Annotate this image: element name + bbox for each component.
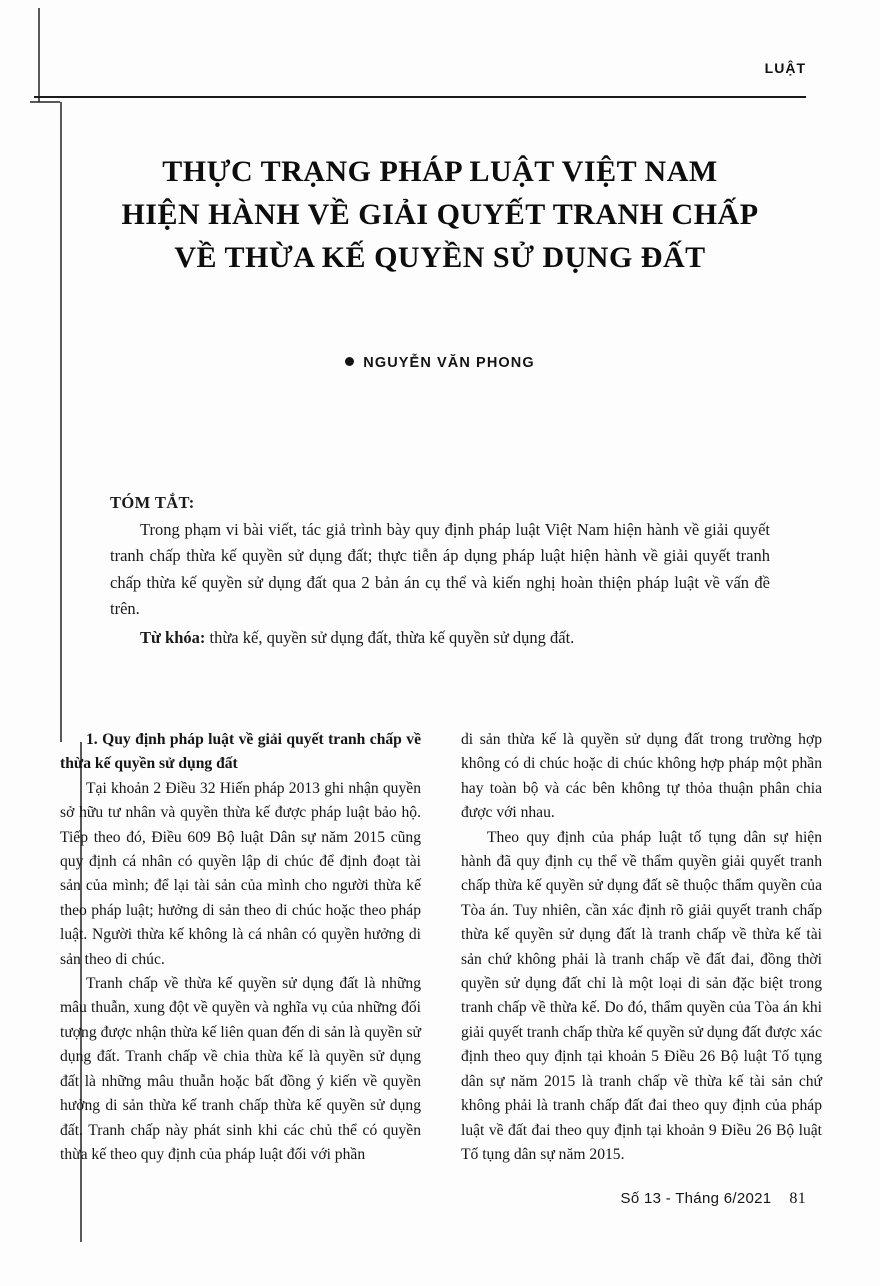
keywords-line (110, 625, 770, 652)
abstract-label: TÓM TẮT: (110, 493, 195, 512)
page-footer (621, 1190, 806, 1208)
title-line-1: THỰC TRẠNG PHÁP LUẬT VIỆT NAM (162, 155, 718, 188)
header-rule (34, 96, 806, 98)
author-name: NGUYỄN VĂN PHONG (363, 355, 535, 371)
bullet-icon (345, 357, 354, 366)
body-columns (60, 728, 822, 1167)
abstract-block (110, 490, 770, 651)
paragraph: Tranh chấp về thừa kế quyền sử dụng đất là những mâu thuẫn, xung đột về quyền và nghĩa vụ của những đối tượng được nhận thừa kế liên quan đến di sản là quyền sử dụng đất. Tranh chấp về chia thừa kế là quyền sử dụng đất là những mâu thuẫn hoặc bất đồng ý kiến về quyền hưởng di sản thừa kế tranh chấp thừa kế quyền sử dụng đất. Tranh chấp này phát sinh khi các chủ thể có quyền thừa kế theo quy định của pháp luật đối với phần (60, 975, 421, 1163)
paragraph: Tại khoản 2 Điều 32 Hiến pháp 2013 ghi nhận quyền sở hữu tư nhân và quyền thừa kế được pháp luật bảo hộ. Tiếp theo đó, Điều 609 Bộ luật Dân sự năm 2015 cũng quy định cá nhân có quyền lập di chúc để định đoạt tài sản của mình; để lại tài sản của mình cho người thừa kế theo pháp luật; hưởng di sản theo di chúc hoặc theo pháp luật. Người thừa kế không là cá nhân có quyền hưởng di sản theo di chúc. (60, 779, 421, 968)
running-head: LUẬT (764, 60, 806, 76)
column-right (461, 728, 822, 1167)
keywords-label: Từ khóa: (140, 627, 206, 647)
column-left (60, 728, 421, 1167)
keywords-value: thừa kế, quyền sử dụng đất, thừa kế quyền sử dụng đất. (205, 627, 575, 647)
scan-artifact-line-left-lower (60, 102, 62, 742)
scan-artifact-tick (30, 101, 60, 103)
paragraph: Theo quy định của pháp luật tố tụng dân sự hiện hành đã quy định cụ thể về thẩm quyền giải quyết tranh chấp thừa kế quyền sử dụng đất sẽ thuộc thẩm quyền của Tòa án. Tuy nhiên, cần xác định rõ giải quyết tranh chấp thừa kế quyền sử dụng đất là tranh chấp về thừa kế tài sản chứ không phải là tranh chấp về đất đai, đồng thời quyền sử dụng đất chỉ là một loại di sản đặc biệt trong tranh chấp về thừa kế. Do đó, thẩm quyền của Tòa án khi giải quyết tranh chấp thừa kế quyền sử dụng đất được xác định theo quy định tại khoản 5 Điều 26 Bộ luật Tố tụng dân sự năm 2015 là tranh chấp về thừa kế tài sản chứ không phải là tranh chấp đất đai theo quy định của pháp luật về đất đai theo quy định tại khoản 9 Điều 26 Bộ luật Tố tụng dân sự năm 2015. (461, 828, 822, 1163)
page-number: 81 (789, 1190, 806, 1207)
title-line-3: VỀ THỪA KẾ QUYỀN SỬ DỤNG ĐẤT (174, 241, 706, 274)
scan-artifact-line-left (38, 8, 40, 102)
abstract-body: Trong phạm vi bài viết, tác giả trình bày quy định pháp luật Việt Nam hiện hành về giải quyết tranh chấp thừa kế quyền sử dụng đất; thực tiễn áp dụng pháp luật hiện hành về giải quyết tranh chấp thừa kế quyền sử dụng đất qua 2 bản án cụ thể và kiến nghị hoàn thiện pháp luật về vấn đề trên. (110, 519, 770, 618)
author-line (0, 355, 880, 371)
section-heading: 1. Quy định pháp luật về giải quyết tranh chấp về thừa kế quyền sử dụng đất (60, 731, 421, 773)
page-title (70, 150, 810, 279)
paragraph: di sản thừa kế là quyền sử dụng đất trong trường hợp không có di chúc hoặc di chúc không hợp pháp một phần hay toàn bộ và các bên không tự thỏa thuận phân chia được với nhau. (461, 731, 822, 822)
title-line-2: HIỆN HÀNH VỀ GIẢI QUYẾT TRANH CHẤP (121, 198, 759, 231)
issue-label: Số 13 - Tháng 6/2021 (620, 1190, 772, 1207)
